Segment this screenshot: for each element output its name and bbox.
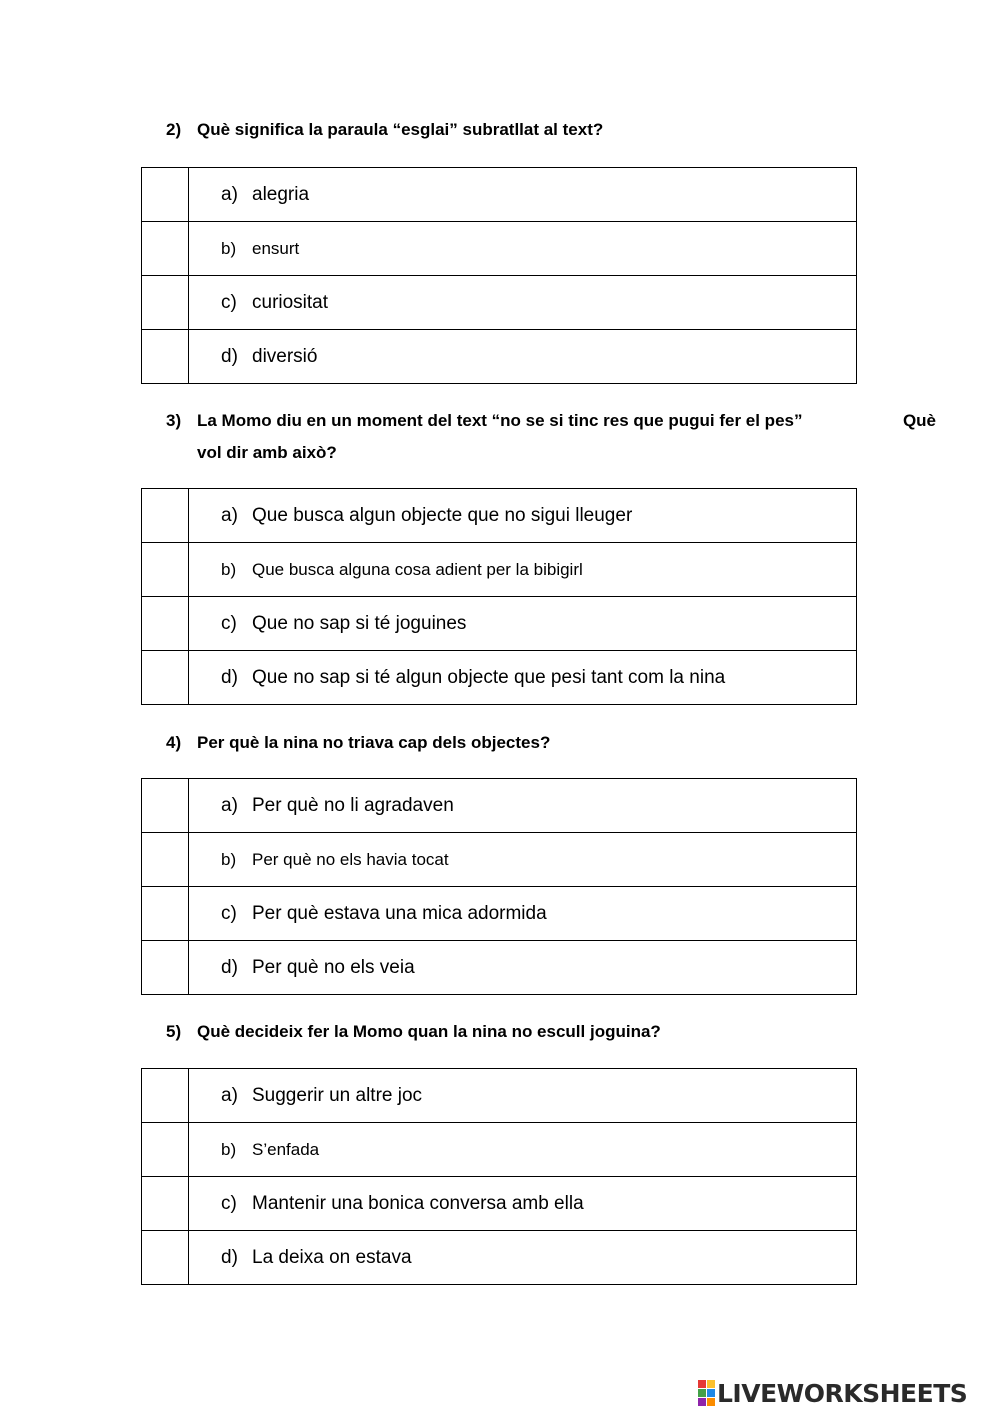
option-text: Que busca algun objecte que no sigui lleuger bbox=[252, 504, 633, 526]
liveworksheets-logo bbox=[698, 1378, 967, 1408]
question-number: 2) bbox=[166, 120, 182, 139]
answer-checkbox-q4-a[interactable] bbox=[142, 779, 189, 833]
answer-checkbox-q3-d[interactable] bbox=[142, 651, 189, 705]
question-text: Què significa la paraula “esglai” subratllat al text? bbox=[197, 120, 604, 139]
answer-option bbox=[189, 651, 857, 705]
option-text: La deixa on estava bbox=[252, 1246, 412, 1268]
answer-option bbox=[189, 941, 857, 995]
answer-checkbox-q4-b[interactable] bbox=[142, 833, 189, 887]
option-letter: c) bbox=[221, 902, 237, 924]
option-text: S’enfada bbox=[252, 1139, 320, 1159]
answer-row bbox=[142, 833, 857, 887]
logo-text: LIVEWORKSHEETS bbox=[717, 1378, 968, 1408]
question-text-end: Què bbox=[902, 411, 936, 430]
answer-row bbox=[142, 1069, 857, 1123]
answer-row bbox=[142, 941, 857, 995]
answer-table-q3 bbox=[141, 488, 857, 705]
option-letter: b) bbox=[221, 238, 237, 258]
question-2 bbox=[166, 114, 936, 146]
answer-row bbox=[142, 168, 857, 222]
option-letter: a) bbox=[221, 1084, 238, 1106]
answer-checkbox-q5-d[interactable] bbox=[142, 1231, 189, 1285]
answer-table-q2 bbox=[141, 167, 857, 384]
option-text: alegria bbox=[252, 183, 310, 205]
answer-option bbox=[189, 597, 857, 651]
answer-row bbox=[142, 1123, 857, 1177]
option-text: curiositat bbox=[252, 291, 329, 313]
option-letter: b) bbox=[221, 559, 237, 579]
option-letter: d) bbox=[221, 666, 238, 688]
question-number: 5) bbox=[166, 1022, 182, 1041]
question-text: La Momo diu en un moment del text “no se si tinc res que pugui fer el pes” bbox=[197, 411, 803, 430]
option-letter: a) bbox=[221, 183, 238, 205]
option-text: ensurt bbox=[252, 238, 300, 258]
question-text-line1 bbox=[197, 405, 936, 437]
question-5 bbox=[166, 1016, 936, 1048]
question-3 bbox=[166, 405, 936, 469]
answer-option bbox=[189, 1231, 857, 1285]
option-letter: d) bbox=[221, 1246, 238, 1268]
option-text: Suggerir un altre joc bbox=[252, 1084, 423, 1106]
answer-table-q4 bbox=[141, 778, 857, 995]
answer-option bbox=[189, 887, 857, 941]
logo-icon bbox=[698, 1380, 715, 1406]
answer-row bbox=[142, 651, 857, 705]
answer-option bbox=[189, 168, 857, 222]
option-text: Que busca alguna cosa adient per la bibigirl bbox=[252, 559, 583, 579]
answer-checkbox-q2-d[interactable] bbox=[142, 330, 189, 384]
option-letter: b) bbox=[221, 1139, 237, 1159]
answer-option bbox=[189, 543, 857, 597]
answer-option bbox=[189, 833, 857, 887]
option-text: Que no sap si té joguines bbox=[252, 612, 467, 634]
answer-row bbox=[142, 543, 857, 597]
answer-checkbox-q3-a[interactable] bbox=[142, 489, 189, 543]
option-letter: d) bbox=[221, 345, 238, 367]
answer-checkbox-q5-b[interactable] bbox=[142, 1123, 189, 1177]
answer-option bbox=[189, 1123, 857, 1177]
answer-row bbox=[142, 597, 857, 651]
option-text: Que no sap si té algun objecte que pesi tant com la nina bbox=[252, 666, 726, 688]
answer-checkbox-q4-d[interactable] bbox=[142, 941, 189, 995]
question-text-line2: vol dir amb això? bbox=[197, 443, 337, 462]
answer-checkbox-q2-b[interactable] bbox=[142, 222, 189, 276]
option-letter: a) bbox=[221, 794, 238, 816]
question-text: Què decideix fer la Momo quan la nina no escull joguina? bbox=[197, 1022, 661, 1041]
answer-row bbox=[142, 887, 857, 941]
answer-option bbox=[189, 779, 857, 833]
answer-checkbox-q3-c[interactable] bbox=[142, 597, 189, 651]
answer-table-q5 bbox=[141, 1068, 857, 1285]
answer-option bbox=[189, 330, 857, 384]
answer-checkbox-q2-c[interactable] bbox=[142, 276, 189, 330]
answer-checkbox-q2-a[interactable] bbox=[142, 168, 189, 222]
option-letter: b) bbox=[221, 849, 237, 869]
option-text: diversió bbox=[252, 345, 318, 367]
answer-checkbox-q5-a[interactable] bbox=[142, 1069, 189, 1123]
option-letter: c) bbox=[221, 612, 237, 634]
answer-row bbox=[142, 276, 857, 330]
answer-option bbox=[189, 489, 857, 543]
option-text: Per què estava una mica adormida bbox=[252, 902, 547, 924]
option-letter: a) bbox=[221, 504, 238, 526]
answer-option bbox=[189, 222, 857, 276]
question-4 bbox=[166, 727, 936, 759]
question-number: 4) bbox=[166, 733, 182, 752]
option-text: Mantenir una bonica conversa amb ella bbox=[252, 1192, 584, 1214]
question-number: 3) bbox=[166, 411, 182, 430]
answer-row bbox=[142, 1231, 857, 1285]
answer-option bbox=[189, 1177, 857, 1231]
answer-row bbox=[142, 222, 857, 276]
answer-checkbox-q3-b[interactable] bbox=[142, 543, 189, 597]
question-text: Per què la nina no triava cap dels objectes? bbox=[197, 733, 551, 752]
answer-row bbox=[142, 1177, 857, 1231]
option-letter: d) bbox=[221, 956, 238, 978]
answer-option bbox=[189, 1069, 857, 1123]
option-letter: c) bbox=[221, 291, 237, 313]
option-text: Per què no els veia bbox=[252, 956, 415, 978]
option-letter: c) bbox=[221, 1192, 237, 1214]
answer-row bbox=[142, 779, 857, 833]
answer-row bbox=[142, 330, 857, 384]
option-text: Per què no els havia tocat bbox=[252, 849, 449, 869]
answer-option bbox=[189, 276, 857, 330]
answer-checkbox-q4-c[interactable] bbox=[142, 887, 189, 941]
option-text: Per què no li agradaven bbox=[252, 794, 454, 816]
answer-checkbox-q5-c[interactable] bbox=[142, 1177, 189, 1231]
answer-row bbox=[142, 489, 857, 543]
